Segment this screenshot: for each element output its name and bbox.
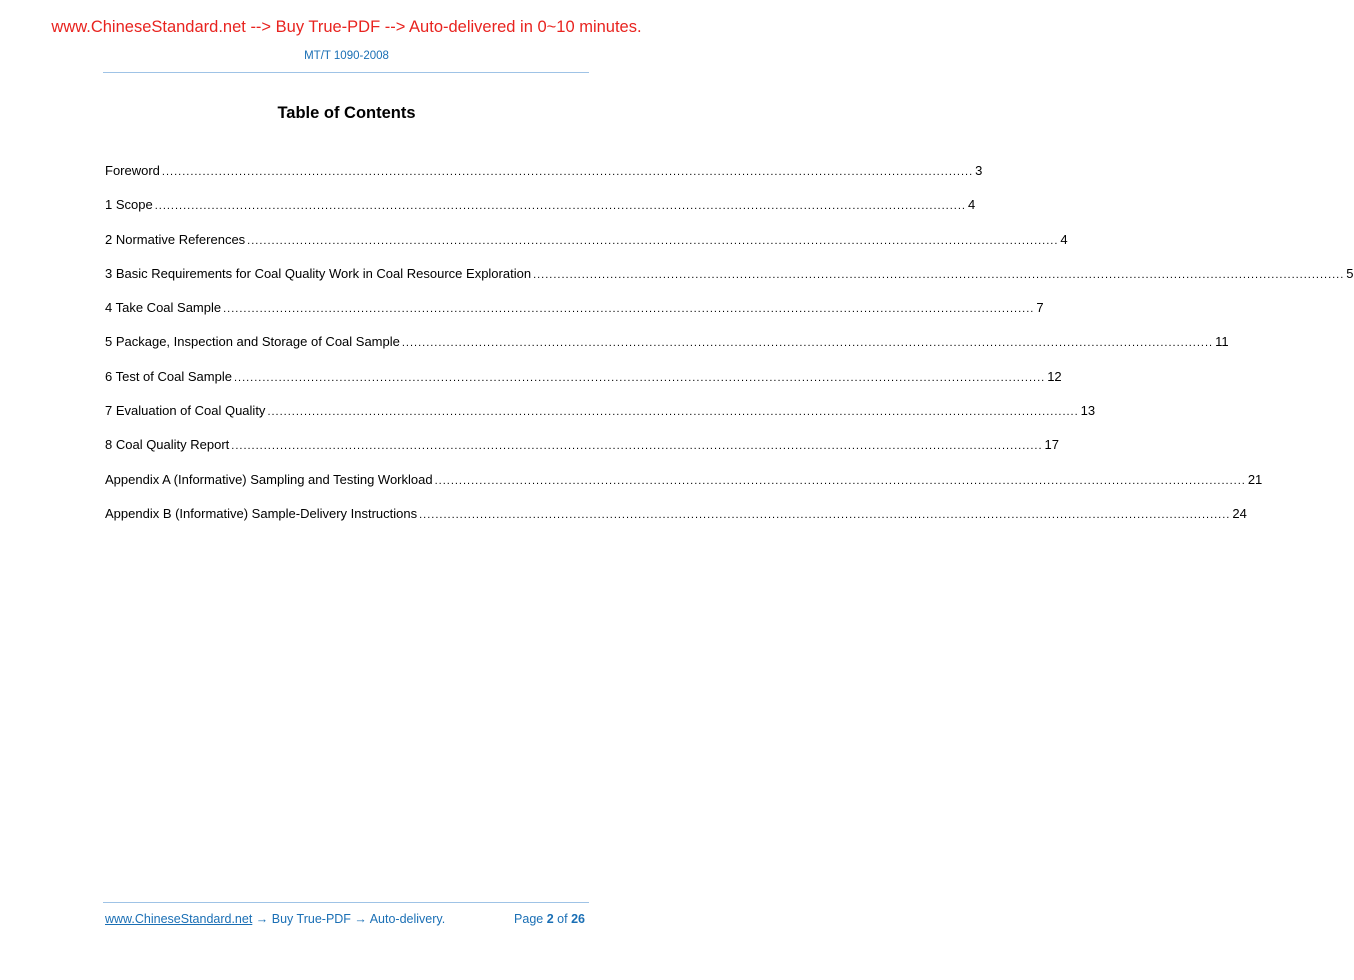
toc-entry-page: 17	[1044, 437, 1059, 453]
toc-entry-page: 4	[1060, 231, 1068, 247]
toc-entry-label: 7 Evaluation of Coal Quality	[105, 403, 266, 419]
footer-promo	[105, 912, 445, 926]
promo-banner[interactable]: www.ChineseStandard.net --> Buy True-PDF --> Auto-delivered in 0~10 minutes.	[51, 18, 642, 36]
toc-entry-label: 2 Normative References	[105, 231, 246, 247]
toc-entry-label: 1 Scope	[105, 197, 153, 213]
footer-divider	[103, 902, 589, 903]
toc-entry-coal-quality-report[interactable]	[105, 436, 1059, 470]
toc-entry-test-of-coal-sample[interactable]	[105, 368, 1062, 402]
toc-entry-basic-requirements[interactable]	[105, 265, 1354, 299]
page-word: Page	[514, 912, 544, 926]
toc-dot-leader: ........................................................................................................................................................................................................	[247, 234, 1059, 247]
toc-dot-leader: ........................................................................................................................................................................................................	[223, 303, 1035, 316]
toc-dot-leader: ........................................................................................................................................................................................................	[533, 268, 1345, 281]
toc-entry-take-coal-sample[interactable]	[105, 299, 1044, 333]
toc-entry-scope[interactable]	[105, 196, 976, 230]
toc-entry-package-inspection-storage[interactable]	[105, 333, 1229, 367]
current-page-number: 2	[546, 912, 554, 926]
page-indicator	[514, 912, 585, 926]
footer-tagline: → Buy True-PDF → Auto-delivery.	[252, 912, 446, 926]
toc-entry-label: 4 Take Coal Sample	[105, 300, 222, 316]
toc-list	[105, 162, 1354, 539]
toc-entry-page: 11	[1215, 334, 1229, 350]
toc-dot-leader: ........................................................................................................................................................................................................	[419, 508, 1231, 521]
toc-entry-evaluation-of-coal-quality[interactable]	[105, 402, 1096, 436]
toc-entry-foreword[interactable]	[105, 162, 983, 196]
toc-entry-label: Foreword	[105, 163, 160, 178]
footer-site-link[interactable]: www.ChineseStandard.net	[105, 912, 253, 926]
toc-entry-page: 21	[1247, 471, 1263, 487]
toc-entry-page: 7	[1036, 300, 1044, 316]
header-divider	[103, 72, 589, 73]
toc-entry-page: 4	[967, 197, 976, 213]
toc-dot-leader: ........................................................................................................................................................................................................	[161, 166, 974, 178]
toc-entry-normative-references[interactable]	[105, 231, 1068, 265]
toc-entry-page: 13	[1080, 403, 1096, 419]
toc-dot-leader: ........................................................................................................................................................................................................	[231, 440, 1043, 453]
toc-entry-label: 3 Basic Requirements for Coal Quality Work in Coal Resource Exploration	[105, 265, 532, 281]
standard-code: MT/T 1090-2008	[304, 50, 389, 62]
page-title: Table of Contents	[277, 104, 416, 122]
toc-entry-page: 24	[1232, 505, 1247, 521]
toc-dot-leader: ........................................................................................................................................................................................................	[267, 406, 1079, 419]
of-word: of	[557, 912, 568, 926]
toc-entry-appendix-b[interactable]	[105, 505, 1247, 539]
toc-entry-appendix-a[interactable]	[105, 471, 1263, 505]
toc-dot-leader: ........................................................................................................................................................................................................	[434, 474, 1246, 487]
toc-entry-label: 5 Package, Inspection and Storage of Coal Sample	[105, 334, 400, 350]
toc-dot-leader: ........................................................................................................................................................................................................	[401, 337, 1214, 350]
toc-entry-page: 3	[975, 163, 983, 178]
toc-entry-label: Appendix A (Informative) Sampling and Testing Workload	[105, 471, 433, 487]
toc-entry-label: 6 Test of Coal Sample	[105, 368, 232, 384]
toc-entry-label: Appendix B (Informative) Sample-Delivery Instructions	[105, 505, 418, 521]
toc-entry-label: 8 Coal Quality Report	[105, 437, 230, 453]
toc-dot-leader: ........................................................................................................................................................................................................	[154, 200, 966, 213]
toc-entry-page: 5	[1346, 265, 1354, 281]
total-page-count: 26	[571, 912, 585, 926]
toc-dot-leader: ........................................................................................................................................................................................................	[233, 371, 1046, 384]
toc-entry-page: 12	[1047, 368, 1062, 384]
